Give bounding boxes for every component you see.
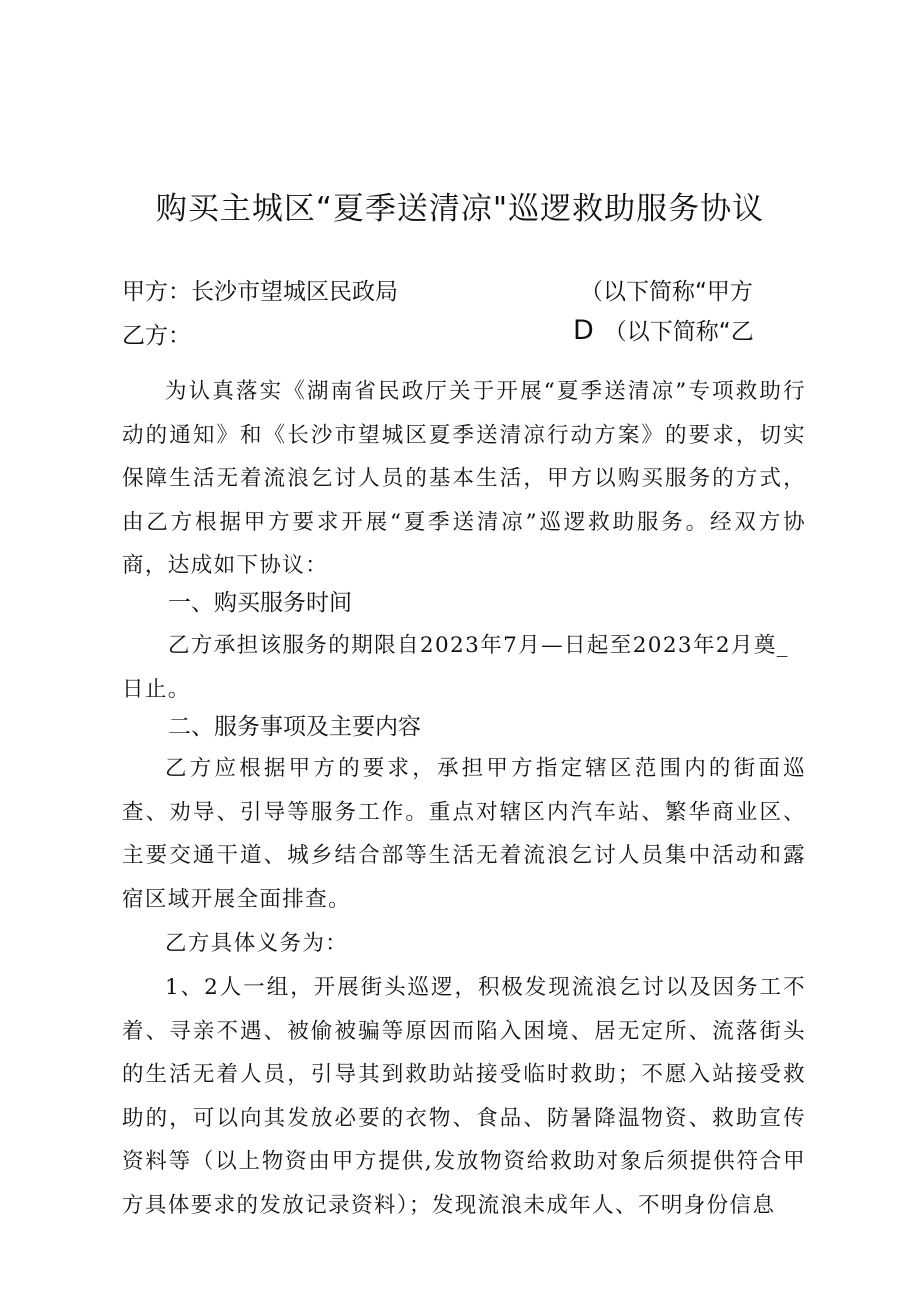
section-1-line-1: 乙方承担该服务的期限自2023年7月—日起至2023年2月奠_ xyxy=(168,633,789,658)
section-1-line-2: 日止。 xyxy=(122,677,191,702)
intro-paragraph: 为认真落实《湖南省民政厅关于开展“夏季送清凉”专项救助行动的通知》和《长沙市望城区夏季送清凉行动方案》的要求，切实保障生活无着流浪乞讨人员的基本生活，甲方以购买服务的方式，由乙方根据甲方要求开展“夏季送清凉”巡逻救助服务。经双方协商，达成如下协议： xyxy=(122,379,806,578)
section-2-heading: 二、服务事项及主要内容 xyxy=(168,714,421,740)
section-2-paragraph-3: 1、2人一组，开展街头巡逻，积极发现流浪乞讨以及因务工不着、寻亲不遇、被偷被骗等原因而陷入困境、居无定所、流落街头的生活无着人员，引导其到救助站接受临时救助；不愿入站接受救助的，可以向其发放必要的衣物、食品、防暑降温物资、救助宣传资料等（以上物资由甲方提供,发放物资给救助对象后须提供符合甲方具体要求的发放记录资料）；发现流浪未成年人、不明身份信息 xyxy=(122,975,806,1218)
party-a-note: （以下简称“甲方 xyxy=(580,279,753,305)
party-b-note: （以下简称“乙 xyxy=(603,319,754,345)
section-2-paragraph-2-block xyxy=(122,922,806,966)
section-1-heading: 一、购买服务时间 xyxy=(168,590,352,616)
party-b-label: 乙方： xyxy=(122,323,191,349)
section-2-paragraph-1-block xyxy=(122,747,806,921)
party-a-label: 甲方：长沙市望城区民政局 xyxy=(122,279,398,305)
section-2-paragraph-2: 乙方具体义务为： xyxy=(165,931,349,956)
section-2-paragraph-1: 乙方应根据甲方的要求，承担甲方指定辖区范围内的街面巡查、劝导、引导等服务工作。重点对辖区内汽车站、繁华商业区、主要交通干道、城乡结合部等生活无着流浪乞讨人员集中活动和露宿区域开展全面排查。 xyxy=(122,756,806,912)
intro-paragraph-block xyxy=(122,370,806,588)
party-b-mark: D xyxy=(573,315,594,346)
party-b-note-group xyxy=(573,313,754,346)
section-2-paragraph-3-block xyxy=(122,966,806,1227)
document-title: 购买主城区“夏季送清凉"巡逻救助服务协议 xyxy=(155,191,765,227)
